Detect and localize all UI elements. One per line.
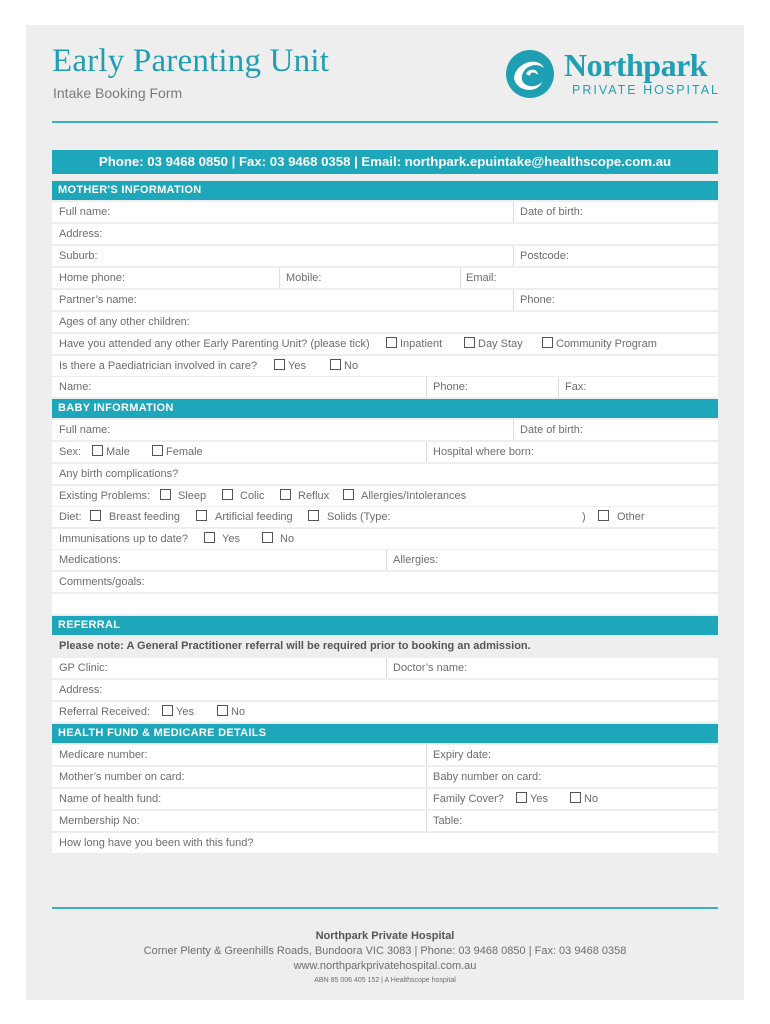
mother-row-ages <box>52 312 718 332</box>
baby-row-comments-extra[interactable] <box>52 594 718 614</box>
checkbox-community-program[interactable] <box>542 337 553 348</box>
table-field[interactable]: Table: <box>433 815 463 827</box>
solids-option[interactable] <box>308 507 391 527</box>
divider <box>513 290 514 310</box>
mother-card-number-field[interactable]: Mother’s number on card: <box>59 771 185 783</box>
mother-postcode-field[interactable]: Postcode: <box>520 250 569 262</box>
breast-feeding-label: Breast feeding <box>109 511 180 523</box>
other-diet-option[interactable] <box>598 507 645 527</box>
colic-label: Colic <box>240 490 265 502</box>
checkbox-reflux[interactable] <box>280 489 291 500</box>
partner-name-field[interactable]: Partner’s name: <box>59 294 137 306</box>
existing-problems-label: Existing Problems: <box>59 490 151 502</box>
divider <box>558 377 559 397</box>
fund-row-membership <box>52 811 718 831</box>
referral-row-address <box>52 680 718 700</box>
paed-yes-label: Yes <box>288 360 306 372</box>
checkbox-solids[interactable] <box>308 510 319 521</box>
header-divider <box>52 121 718 123</box>
checkbox-inpatient[interactable] <box>386 337 397 348</box>
fund-row-card-numbers <box>52 767 718 787</box>
northpark-logo <box>502 47 722 103</box>
checkbox-immun-no[interactable] <box>262 532 273 543</box>
artificial-feeding-label: Artificial feeding <box>215 511 293 523</box>
checkbox-breast-feeding[interactable] <box>90 510 101 521</box>
immun-yes-option[interactable] <box>204 529 240 549</box>
sleep-label: Sleep <box>178 490 207 502</box>
divider <box>386 658 387 678</box>
divider <box>279 268 280 288</box>
community-program-option[interactable] <box>542 334 657 354</box>
baby-row-diet <box>52 507 718 527</box>
footer-website[interactable]: www.northparkprivatehospital.com.au <box>293 960 477 972</box>
paed-no-label: No <box>344 360 359 372</box>
mother-home-phone-field[interactable]: Home phone: <box>59 272 126 284</box>
family-no-option[interactable] <box>570 789 598 809</box>
gp-clinic-field[interactable]: GP Clinic: <box>59 662 108 674</box>
divider <box>426 745 427 765</box>
divider <box>513 420 514 440</box>
referral-yes-option[interactable] <box>162 702 194 722</box>
footer-hospital-name: Northpark Private Hospital <box>315 930 455 942</box>
breast-feeding-option[interactable] <box>90 507 180 527</box>
baby-row-sex <box>52 442 718 462</box>
mother-row-suburb <box>52 246 718 266</box>
referral-received-label: Referral Received: <box>59 706 151 718</box>
mother-email-field[interactable]: Email: <box>466 272 497 284</box>
partner-phone-field[interactable]: Phone: <box>520 294 555 306</box>
solids-label: Solids (Type: <box>327 511 391 523</box>
footer-address: Corner Plenty & Greenhills Roads, Bundoora VIC 3083 | Phone: 03 9468 0850 | Fax: 03 9468 0358 <box>143 945 627 957</box>
hospital-born-field[interactable]: Hospital where born: <box>433 446 534 458</box>
expiry-date-field[interactable]: Expiry date: <box>433 749 492 761</box>
checkbox-sleep[interactable] <box>160 489 171 500</box>
form-subtitle: Intake Booking Form <box>53 85 183 101</box>
paed-phone-field[interactable]: Phone: <box>433 381 468 393</box>
day-stay-option[interactable] <box>464 334 523 354</box>
immun-no-label: No <box>280 533 295 545</box>
form-title: Early Parenting Unit <box>52 43 330 79</box>
baby-row-immunisations <box>52 529 718 549</box>
referral-note: Please note: A General Practitioner referral will be required prior to booking an admission. <box>59 640 531 652</box>
gp-address-field[interactable]: Address: <box>59 684 103 696</box>
reflux-label: Reflux <box>298 490 330 502</box>
divider <box>426 442 427 462</box>
checkbox-colic[interactable] <box>222 489 233 500</box>
other-diet-label: Other <box>617 511 645 523</box>
logo-subtitle: PRIVATE HOSPITAL <box>572 83 720 97</box>
allergies-intolerances-option[interactable] <box>343 486 466 506</box>
logo-wordmark: Northpark <box>564 47 708 83</box>
referral-no-option[interactable] <box>217 702 245 722</box>
divider <box>513 246 514 266</box>
female-label: Female <box>166 446 203 458</box>
divider <box>426 789 427 809</box>
inpatient-label: Inpatient <box>400 338 443 350</box>
form-page <box>26 25 744 1000</box>
divider <box>386 550 387 570</box>
sex-label: Sex: <box>59 446 82 458</box>
checkbox-paed-no[interactable] <box>330 359 341 370</box>
medications-field[interactable]: Medications: <box>59 554 121 566</box>
mother-row-name <box>52 202 718 222</box>
reflux-option[interactable] <box>280 486 329 506</box>
baby-row-problems <box>52 486 718 506</box>
immunisations-label: Immunisations up to date? <box>59 533 189 545</box>
membership-no-field[interactable]: Membership No: <box>59 815 140 827</box>
baby-dob-field[interactable]: Date of birth: <box>520 424 583 436</box>
checkbox-referral-no[interactable] <box>217 705 228 716</box>
mother-row-paediatrician <box>52 356 718 376</box>
family-no-label: No <box>584 793 599 805</box>
checkbox-referral-yes[interactable] <box>162 705 173 716</box>
birth-complications-field[interactable]: Any birth complications? <box>59 468 179 480</box>
checkbox-other-diet[interactable] <box>598 510 609 521</box>
footer-divider <box>52 907 718 909</box>
fund-duration-field[interactable]: How long have you been with this fund? <box>59 837 254 849</box>
diet-label: Diet: <box>59 511 82 523</box>
paed-yes-option[interactable] <box>274 356 306 376</box>
mother-full-name-field[interactable]: Full name: <box>59 206 111 218</box>
swirl-logo-icon <box>504 48 556 100</box>
paed-name-field[interactable]: Name: <box>59 381 92 393</box>
referral-no-label: No <box>231 706 246 718</box>
section-baby-information: BABY INFORMATION <box>52 399 718 418</box>
doctor-name-field[interactable]: Doctor’s name: <box>393 662 468 674</box>
baby-row-medications <box>52 550 718 570</box>
checkbox-allergies-intolerances[interactable] <box>343 489 354 500</box>
mother-row-phones <box>52 268 718 288</box>
baby-row-comments <box>52 572 718 592</box>
family-cover-label: Family Cover? <box>433 793 504 805</box>
mother-dob-field[interactable]: Date of birth: <box>520 206 583 218</box>
inpatient-option[interactable] <box>386 334 442 354</box>
checkbox-paed-yes[interactable] <box>274 359 285 370</box>
fund-row-medicare <box>52 745 718 765</box>
mother-suburb-field[interactable]: Suburb: <box>59 250 98 262</box>
male-option[interactable] <box>92 442 130 462</box>
community-program-label: Community Program <box>556 338 657 350</box>
referral-yes-label: Yes <box>176 706 194 718</box>
checkbox-family-yes[interactable] <box>516 792 527 803</box>
allergies-field[interactable]: Allergies: <box>393 554 439 566</box>
paediatrician-label: Is there a Paediatrician involved in care? <box>59 360 258 372</box>
divider <box>460 268 461 288</box>
ages-other-children-field[interactable]: Ages of any other children: <box>59 316 190 328</box>
divider <box>426 377 427 397</box>
immun-yes-label: Yes <box>222 533 240 545</box>
attended-epu-label: Have you attended any other Early Parenting Unit? (please tick) <box>59 338 370 350</box>
colic-option[interactable] <box>222 486 264 506</box>
family-yes-option[interactable] <box>516 789 548 809</box>
referral-row-gp <box>52 658 718 678</box>
solids-close-paren: ) <box>582 511 586 523</box>
section-health-fund: HEALTH FUND & MEDICARE DETAILS <box>52 724 718 743</box>
mother-mobile-field[interactable]: Mobile: <box>286 272 322 284</box>
paed-fax-field[interactable]: Fax: <box>565 381 587 393</box>
baby-card-number-field[interactable]: Baby number on card: <box>433 771 542 783</box>
baby-row-name <box>52 420 718 440</box>
family-yes-label: Yes <box>530 793 548 805</box>
checkbox-day-stay[interactable] <box>464 337 475 348</box>
referral-row-received <box>52 702 718 722</box>
baby-row-complications <box>52 464 718 484</box>
mother-row-address <box>52 224 718 244</box>
female-option[interactable] <box>152 442 203 462</box>
contact-bar: Phone: 03 9468 0850 | Fax: 03 9468 0358 | Email: northpark.epuintake@healthscope.com.au <box>52 150 718 174</box>
artificial-feeding-option[interactable] <box>196 507 293 527</box>
day-stay-label: Day Stay <box>478 338 523 350</box>
fund-row-name <box>52 789 718 809</box>
divider <box>426 811 427 831</box>
allergies-intolerances-label: Allergies/Intolerances <box>361 490 467 502</box>
divider <box>513 202 514 222</box>
section-mothers-information: MOTHER'S INFORMATION <box>52 181 718 200</box>
male-label: Male <box>106 446 130 458</box>
medicare-number-field[interactable]: Medicare number: <box>59 749 148 761</box>
mother-row-partner <box>52 290 718 310</box>
sleep-option[interactable] <box>160 486 206 506</box>
checkbox-artificial-feeding[interactable] <box>196 510 207 521</box>
checkbox-immun-yes[interactable] <box>204 532 215 543</box>
checkbox-female[interactable] <box>152 445 163 456</box>
immun-no-option[interactable] <box>262 529 294 549</box>
baby-full-name-field[interactable]: Full name: <box>59 424 111 436</box>
checkbox-male[interactable] <box>92 445 103 456</box>
footer-abn: ABN 85 006 405 152 | A Healthscope hospital <box>314 977 456 984</box>
paed-no-option[interactable] <box>330 356 358 376</box>
fund-row-duration <box>52 833 718 853</box>
comments-goals-field[interactable]: Comments/goals: <box>59 576 145 588</box>
divider <box>426 767 427 787</box>
mother-address-field[interactable]: Address: <box>59 228 103 240</box>
health-fund-name-field[interactable]: Name of health fund: <box>59 793 162 805</box>
checkbox-family-no[interactable] <box>570 792 581 803</box>
mother-row-attended <box>52 334 718 354</box>
section-referral: REFERRAL <box>52 616 718 635</box>
mother-row-paed-contact <box>52 377 718 397</box>
